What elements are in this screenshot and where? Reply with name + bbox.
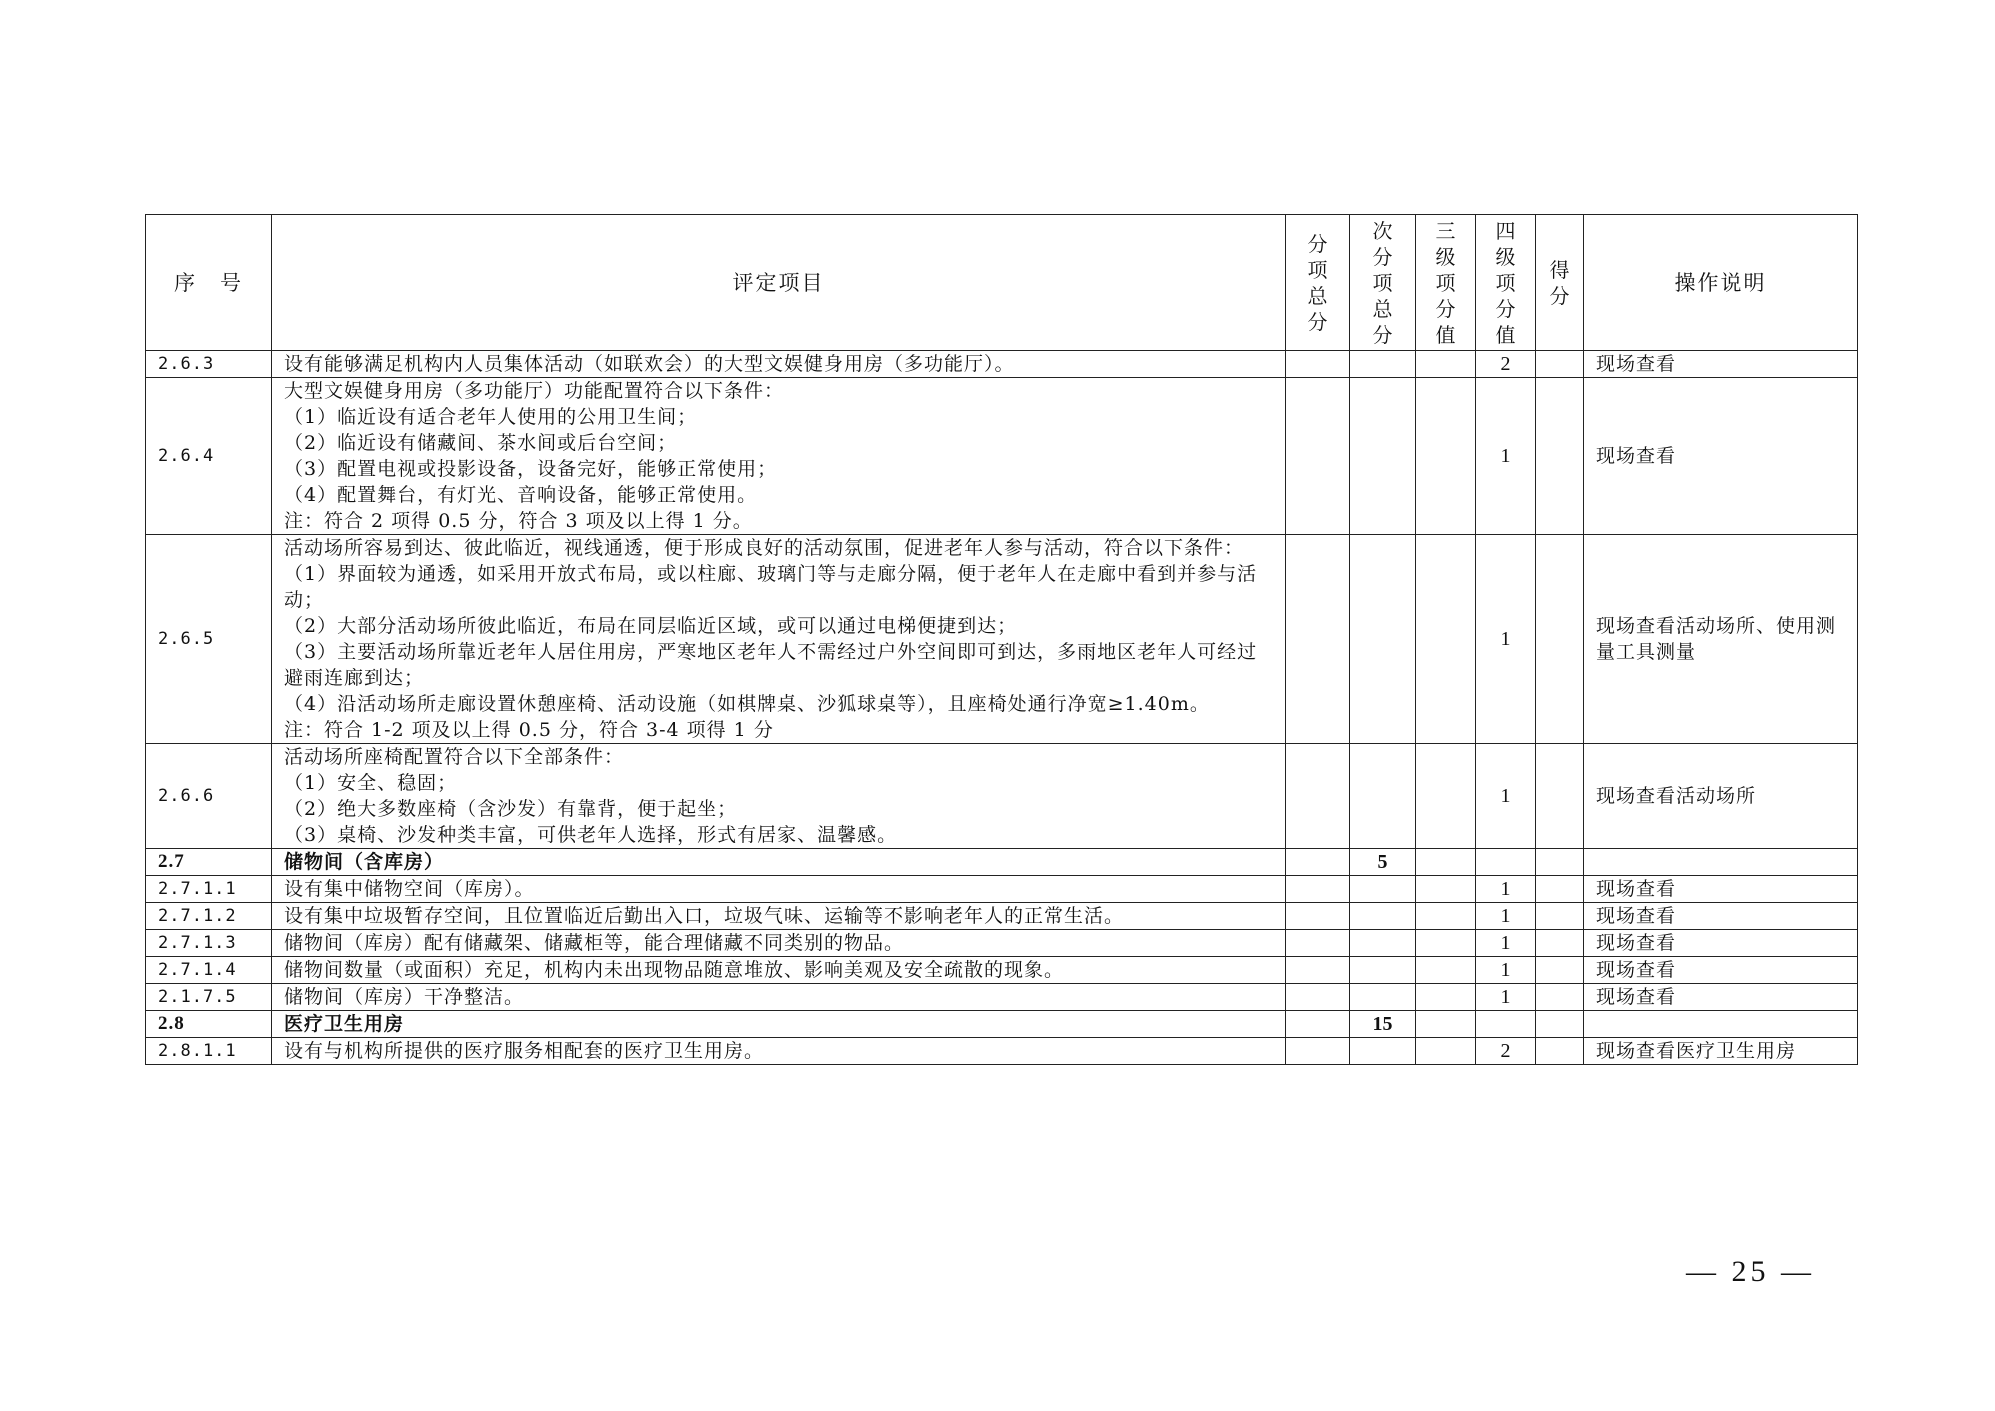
row-sub-total — [1350, 930, 1416, 957]
row-total — [1286, 984, 1350, 1011]
row-note: 现场查看 — [1584, 903, 1858, 930]
item-line: 注：符合 2 项得 0.5 分，符合 3 项及以上得 1 分。 — [284, 510, 753, 532]
row-level3 — [1416, 957, 1476, 984]
row-score — [1536, 1011, 1584, 1038]
header-level3: 三级项分值 — [1416, 215, 1476, 351]
row-note: 现场查看 — [1584, 930, 1858, 957]
row-level4: 1 — [1476, 984, 1536, 1011]
row-score — [1536, 903, 1584, 930]
row-score — [1536, 876, 1584, 903]
item-line: 设有与机构所提供的医疗服务相配套的医疗卫生用房。 — [284, 1040, 765, 1062]
row-note: 现场查看 — [1584, 957, 1858, 984]
item-line: 设有集中垃圾暂存空间，且位置临近后勤出入口，垃圾气味、运输等不影响老年人的正常生活。 — [284, 905, 1125, 927]
row-total — [1286, 351, 1350, 378]
row-level3 — [1416, 930, 1476, 957]
row-level3 — [1416, 535, 1476, 744]
row-total — [1286, 744, 1350, 849]
row-note: 现场查看 — [1584, 876, 1858, 903]
row-item — [272, 957, 1286, 984]
table-row — [146, 876, 1858, 903]
row-sub-total — [1350, 351, 1416, 378]
item-line: 设有集中储物空间（库房）。 — [284, 878, 535, 900]
row-total — [1286, 930, 1350, 957]
item-line: （2）临近设有储藏间、茶水间或后台空间； — [284, 432, 678, 454]
row-item — [272, 378, 1286, 535]
row-level4: 1 — [1476, 378, 1536, 535]
row-sub-total — [1350, 957, 1416, 984]
row-level3 — [1416, 876, 1476, 903]
row-item — [272, 903, 1286, 930]
header-sub-total: 次分项总分 — [1350, 215, 1416, 351]
row-sub-total — [1350, 984, 1416, 1011]
row-note: 现场查看活动场所、使用测量工具测量 — [1584, 535, 1858, 744]
row-item — [272, 1011, 1286, 1038]
row-id: 2.6.6 — [146, 744, 272, 849]
header-row — [146, 215, 1858, 351]
item-line: （2）绝大多数座椅（含沙发）有靠背，便于起坐； — [284, 798, 738, 820]
row-id: 2.6.5 — [146, 535, 272, 744]
row-level3 — [1416, 903, 1476, 930]
item-line: 设有能够满足机构内人员集体活动（如联欢会）的大型文娱健身用房（多功能厅）。 — [284, 353, 1015, 375]
item-line: 注：符合 1-2 项及以上得 0.5 分，符合 3-4 项得 1 分 — [284, 719, 774, 741]
header-note: 操作说明 — [1584, 215, 1858, 351]
table-row — [146, 351, 1858, 378]
row-note: 现场查看活动场所 — [1584, 744, 1858, 849]
table-row — [146, 903, 1858, 930]
item-line: （4）配置舞台，有灯光、音响设备，能够正常使用。 — [284, 484, 758, 506]
row-total — [1286, 903, 1350, 930]
item-line: 储物间（含库房） — [284, 851, 445, 873]
item-line: 储物间（库房）干净整洁。 — [284, 986, 525, 1008]
row-total — [1286, 849, 1350, 876]
row-level4: 1 — [1476, 744, 1536, 849]
header-level4: 四级项分值 — [1476, 215, 1536, 351]
item-line: 储物间（库房）配有储藏架、储藏柜等，能合理储藏不同类别的物品。 — [284, 932, 905, 954]
row-sub-total — [1350, 876, 1416, 903]
row-level4: 1 — [1476, 535, 1536, 744]
row-id: 2.1.7.5 — [146, 984, 272, 1011]
row-note: 现场查看 — [1584, 378, 1858, 535]
page-number: — 25 — — [1686, 1255, 1815, 1288]
item-line: （3）配置电视或投影设备，设备完好，能够正常使用； — [284, 458, 778, 480]
row-id: 2.6.3 — [146, 351, 272, 378]
row-id: 2.7.1.1 — [146, 876, 272, 903]
row-sub-total — [1350, 903, 1416, 930]
row-item — [272, 535, 1286, 744]
section-row — [146, 1011, 1858, 1038]
row-item — [272, 351, 1286, 378]
item-line: （3）主要活动场所靠近老年人居住用房，严寒地区老年人不需经过户外空间即可到达，多雨地区老年人可经过避雨连廊到达； — [284, 641, 1258, 689]
row-sub-total — [1350, 535, 1416, 744]
item-line: （2）大部分活动场所彼此临近，布局在同层临近区域，或可以通过电梯便捷到达； — [284, 615, 1018, 637]
table-row — [146, 930, 1858, 957]
row-level4: 1 — [1476, 957, 1536, 984]
header-score: 得分 — [1536, 215, 1584, 351]
item-line: 活动场所容易到达、彼此临近，视线通透，便于形成良好的活动氛围，促进老年人参与活动，符合以下条件： — [284, 537, 1245, 559]
row-level4: 2 — [1476, 1038, 1536, 1065]
row-score — [1536, 744, 1584, 849]
row-level3 — [1416, 378, 1476, 535]
row-id: 2.8 — [146, 1011, 272, 1038]
item-line: （1）界面较为通透，如采用开放式布局，或以柱廊、玻璃门等与走廊分隔，便于老年人在走廊中看到并参与活动； — [284, 563, 1258, 611]
row-level4: 1 — [1476, 876, 1536, 903]
header-total: 分项总分 — [1286, 215, 1350, 351]
row-score — [1536, 1038, 1584, 1065]
row-score — [1536, 984, 1584, 1011]
row-id: 2.8.1.1 — [146, 1038, 272, 1065]
row-level3 — [1416, 351, 1476, 378]
row-level3 — [1416, 1038, 1476, 1065]
row-total — [1286, 1011, 1350, 1038]
row-item — [272, 849, 1286, 876]
item-line: （3）桌椅、沙发种类丰富，可供老年人选择，形式有居家、温馨感。 — [284, 824, 898, 846]
row-total — [1286, 957, 1350, 984]
row-sub-total: 15 — [1350, 1011, 1416, 1038]
row-level4 — [1476, 1011, 1536, 1038]
row-level4: 2 — [1476, 351, 1536, 378]
row-sub-total — [1350, 1038, 1416, 1065]
row-score — [1536, 930, 1584, 957]
header-seq: 序 号 — [146, 215, 272, 351]
row-item — [272, 1038, 1286, 1065]
row-id: 2.7.1.2 — [146, 903, 272, 930]
header-item: 评定项目 — [272, 215, 1286, 351]
row-sub-total: 5 — [1350, 849, 1416, 876]
row-total — [1286, 876, 1350, 903]
item-line: （1）临近设有适合老年人使用的公用卫生间； — [284, 406, 698, 428]
section-row — [146, 849, 1858, 876]
item-line: 活动场所座椅配置符合以下全部条件： — [284, 746, 625, 768]
row-level3 — [1416, 1011, 1476, 1038]
row-note: 现场查看 — [1584, 351, 1858, 378]
evaluation-table — [145, 214, 1858, 1065]
row-sub-total — [1350, 378, 1416, 535]
row-id: 2.6.4 — [146, 378, 272, 535]
row-item — [272, 744, 1286, 849]
row-id: 2.7.1.3 — [146, 930, 272, 957]
row-note: 现场查看 — [1584, 984, 1858, 1011]
row-item — [272, 876, 1286, 903]
row-total — [1286, 1038, 1350, 1065]
item-line: 医疗卫生用房 — [284, 1013, 405, 1035]
row-total — [1286, 535, 1350, 744]
row-level4: 1 — [1476, 903, 1536, 930]
table-row — [146, 984, 1858, 1011]
row-id: 2.7.1.4 — [146, 957, 272, 984]
row-item — [272, 930, 1286, 957]
table-row — [146, 744, 1858, 849]
row-score — [1536, 535, 1584, 744]
row-score — [1536, 849, 1584, 876]
row-note — [1584, 1011, 1858, 1038]
row-score — [1536, 957, 1584, 984]
table-row — [146, 957, 1858, 984]
row-note — [1584, 849, 1858, 876]
item-line: （1）安全、稳固； — [284, 772, 458, 794]
row-id: 2.7 — [146, 849, 272, 876]
table-row — [146, 535, 1858, 744]
item-line: 储物间数量（或面积）充足，机构内未出现物品随意堆放、影响美观及安全疏散的现象。 — [284, 959, 1065, 981]
row-level3 — [1416, 849, 1476, 876]
row-score — [1536, 351, 1584, 378]
table-row — [146, 1038, 1858, 1065]
row-level4: 1 — [1476, 930, 1536, 957]
row-level3 — [1416, 984, 1476, 1011]
row-total — [1286, 378, 1350, 535]
row-sub-total — [1350, 744, 1416, 849]
row-level4 — [1476, 849, 1536, 876]
row-score — [1536, 378, 1584, 535]
item-line: 大型文娱健身用房（多功能厅）功能配置符合以下条件： — [284, 380, 785, 402]
item-line: （4）沿活动场所走廊设置休憩座椅、活动设施（如棋牌桌、沙狐球桌等），且座椅处通行净宽≥1.40m。 — [284, 693, 1210, 715]
table-row — [146, 378, 1858, 535]
row-level3 — [1416, 744, 1476, 849]
row-note: 现场查看医疗卫生用房 — [1584, 1038, 1858, 1065]
row-item — [272, 984, 1286, 1011]
